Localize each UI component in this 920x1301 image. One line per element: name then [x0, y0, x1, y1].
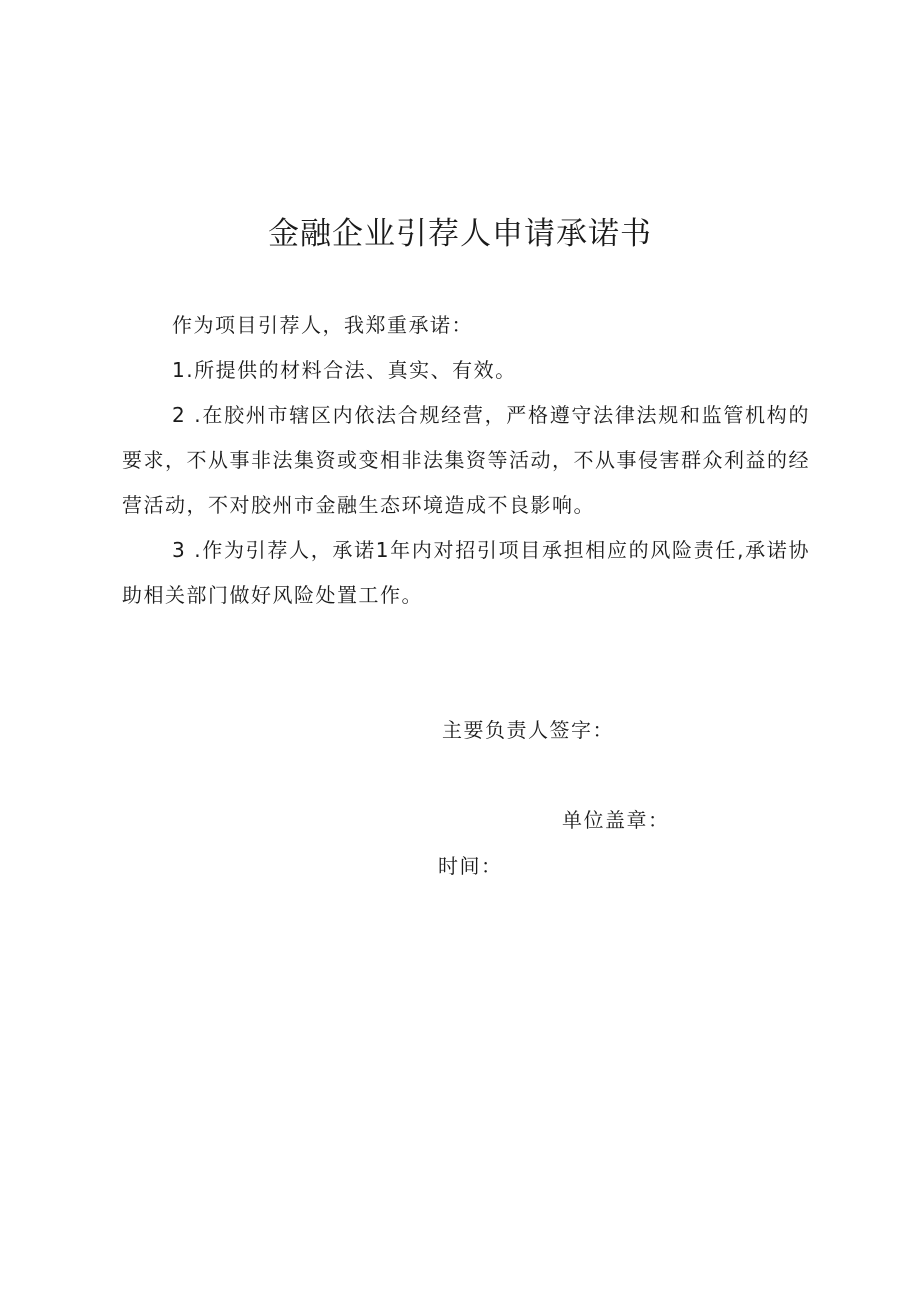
- paragraph-item-1: 1.所提供的材料合法、真实、有效。: [172, 358, 517, 382]
- leader-signature-label: 主要负责人签字：: [442, 718, 614, 742]
- paragraph-item-3: 3 .作为引荐人，承诺1年内对招引项目承担相应的风险责任,承诺协助相关部门做好风险处置工作。: [122, 538, 810, 607]
- paragraph-item-2: 2 .在胶州市辖区内依法合规经营，严格遵守法律法规和监管机构的要求，不从事非法集资或变相非法集资等活动，不从事侵害群众利益的经营活动，不对胶州市金融生态环境造成不良影响。: [122, 403, 810, 517]
- time-label: 时间：: [438, 854, 503, 878]
- unit-seal-label: 单位盖章：: [562, 808, 670, 832]
- document-body: [122, 303, 810, 618]
- document-title: 金融企业引荐人申请承诺书: [268, 216, 652, 252]
- paragraph-intro: 作为项目引荐人，我郑重承诺：: [172, 313, 473, 337]
